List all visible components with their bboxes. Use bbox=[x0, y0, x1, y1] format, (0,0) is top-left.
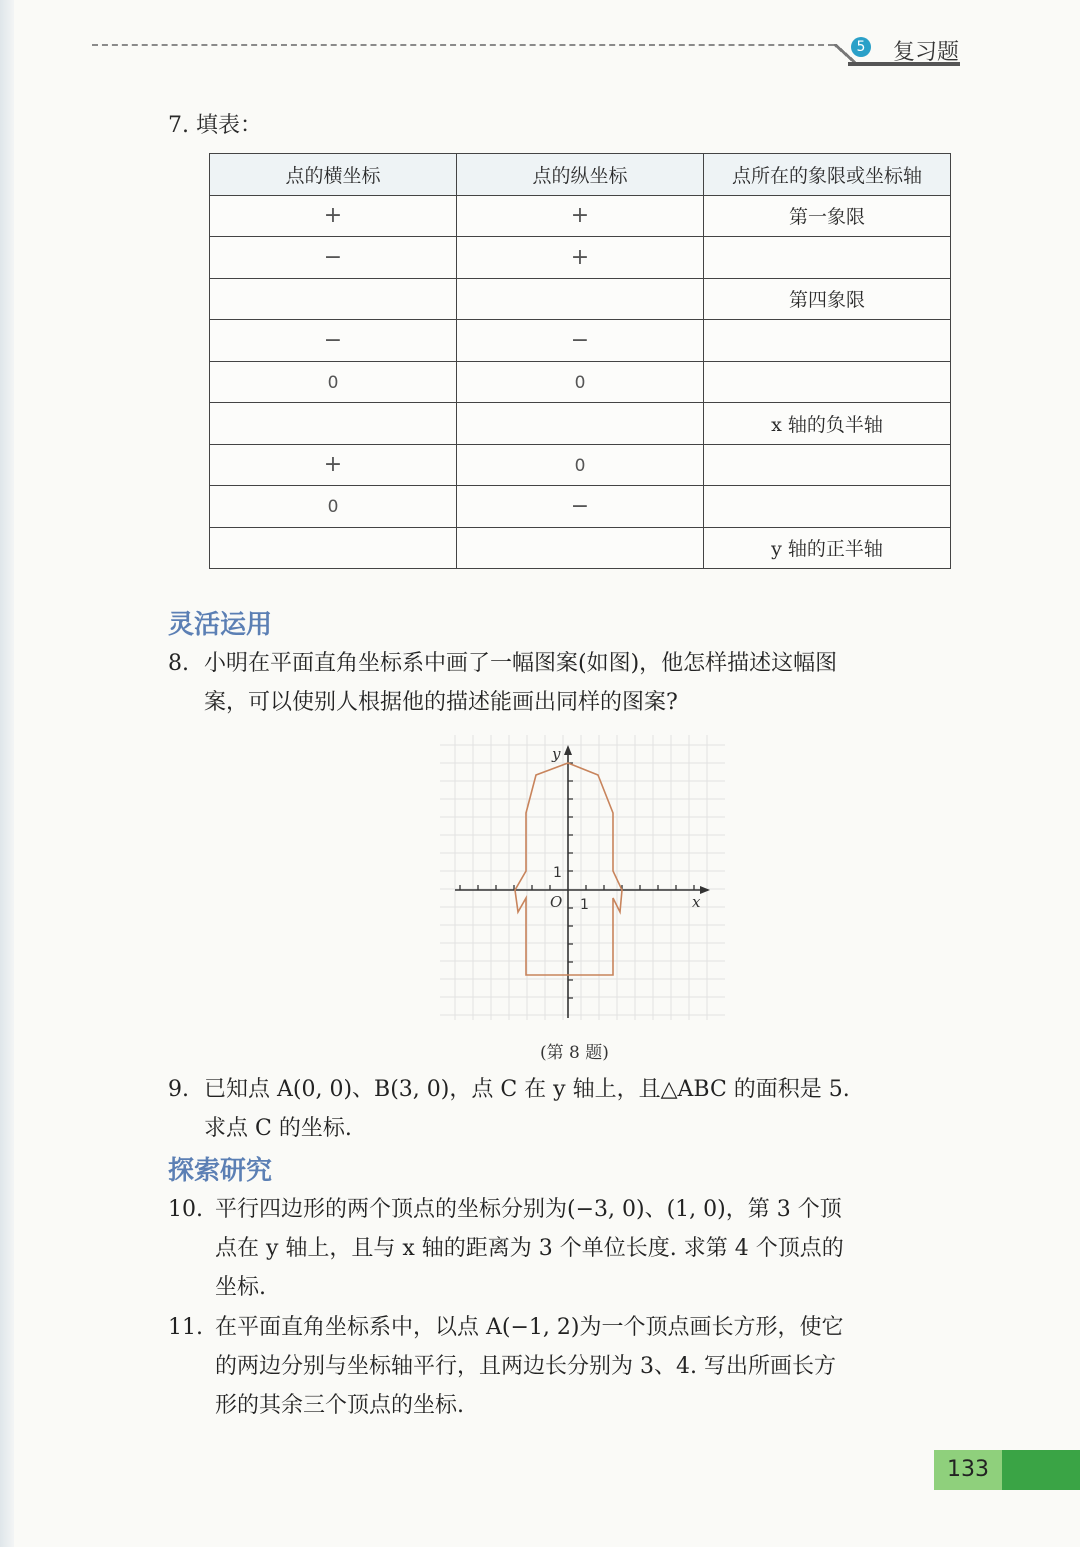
table-row bbox=[210, 320, 951, 362]
table-cell: 0 bbox=[327, 497, 339, 518]
table-cell: 第四象限 bbox=[704, 278, 951, 320]
table-header-cell: 点的纵坐标 bbox=[457, 154, 704, 196]
x-axis-arrow bbox=[700, 886, 710, 894]
table-cell: + bbox=[570, 244, 590, 270]
table-cell: − bbox=[323, 244, 343, 270]
table-row bbox=[210, 361, 951, 403]
q11-line: 的两边分别与坐标轴平行，且两边长分别为 3、4. 写出所画长方 bbox=[215, 1354, 836, 1379]
q8-coordinate-figure bbox=[440, 735, 730, 1025]
q8-line: 案，可以使别人根据他的描述能画出同样的图案? bbox=[204, 690, 678, 715]
table-cell: 0 bbox=[574, 372, 586, 393]
table-cell bbox=[457, 403, 704, 445]
section-title-apply: 灵活运用 bbox=[168, 610, 273, 640]
q10-line: 坐标. bbox=[215, 1275, 266, 1300]
table-cell: + bbox=[323, 452, 343, 478]
table-header-row bbox=[210, 154, 951, 196]
table-header-cell: 点所在的象限或坐标轴 bbox=[704, 154, 951, 196]
table-cell bbox=[704, 237, 951, 279]
table-cell bbox=[704, 320, 951, 362]
q10 bbox=[168, 1190, 968, 1307]
table-header-cell: 点的横坐标 bbox=[210, 154, 457, 196]
section-title-explore: 探索研究 bbox=[168, 1156, 273, 1186]
table-cell: 第一象限 bbox=[704, 195, 951, 237]
q11-number: 11. bbox=[168, 1315, 203, 1340]
y-tick-label: 1 bbox=[553, 865, 562, 881]
q8-number: 8. bbox=[168, 651, 189, 676]
table-cell: x 轴的负半轴 bbox=[704, 403, 951, 445]
q9-line: 已知点 A(0, 0)、B(3, 0)，点 C 在 y 轴上，且△ABC 的面积是 5. bbox=[204, 1077, 850, 1102]
table-cell: − bbox=[323, 327, 343, 353]
table-cell: + bbox=[323, 203, 343, 229]
table-cell: y 轴的正半轴 bbox=[704, 527, 951, 569]
page-tab bbox=[1002, 1450, 1080, 1490]
q9-number: 9. bbox=[168, 1077, 189, 1102]
q7-table bbox=[209, 153, 951, 569]
q8 bbox=[168, 644, 968, 722]
q8-caption: (第 8 题) bbox=[540, 1043, 609, 1063]
table-cell: 0 bbox=[327, 372, 339, 393]
q11-line: 形的其余三个顶点的坐标. bbox=[215, 1393, 464, 1418]
page-number: 133 bbox=[934, 1450, 1002, 1490]
y-axis-arrow bbox=[564, 745, 572, 755]
table-cell bbox=[210, 527, 457, 569]
table-row bbox=[210, 527, 951, 569]
table-row bbox=[210, 195, 951, 237]
table-row bbox=[210, 486, 951, 528]
q10-line: 平行四边形的两个顶点的坐标分别为(−3, 0)、(1, 0)，第 3 个顶 bbox=[215, 1197, 842, 1222]
table-cell bbox=[457, 278, 704, 320]
table-cell: − bbox=[570, 327, 590, 353]
x-tick-label: 1 bbox=[580, 897, 589, 913]
chapter-number: 5 bbox=[851, 37, 871, 57]
table-row bbox=[210, 237, 951, 279]
origin-label: O bbox=[550, 893, 563, 911]
table-row bbox=[210, 278, 951, 320]
q11-line: 在平面直角坐标系中，以点 A(−1, 2)为一个顶点画长方形，使它 bbox=[215, 1315, 844, 1340]
q10-number: 10. bbox=[168, 1197, 203, 1222]
q7-label: 7. 填表： bbox=[168, 113, 262, 138]
q8-line: 小明在平面直角坐标系中画了一幅图案(如图)，他怎样描述这幅图 bbox=[204, 651, 838, 676]
table-cell bbox=[457, 527, 704, 569]
header-rule bbox=[92, 44, 834, 46]
q10-line: 点在 y 轴上，且与 x 轴的距离为 3 个单位长度. 求第 4 个顶点的 bbox=[215, 1236, 844, 1261]
table-row bbox=[210, 403, 951, 445]
table-cell bbox=[210, 403, 457, 445]
table-cell bbox=[704, 444, 951, 486]
q11 bbox=[168, 1308, 968, 1425]
page-edge bbox=[0, 0, 14, 1547]
q9 bbox=[168, 1070, 968, 1148]
table-cell bbox=[210, 278, 457, 320]
y-axis-label: y bbox=[552, 745, 561, 763]
table-cell bbox=[704, 361, 951, 403]
axis-ticks bbox=[460, 763, 694, 998]
table-cell bbox=[704, 486, 951, 528]
chapter-title: 复习题 bbox=[893, 40, 960, 65]
q9-line: 求点 C 的坐标. bbox=[204, 1116, 352, 1141]
table-cell: 0 bbox=[574, 455, 586, 476]
x-axis-label: x bbox=[692, 893, 701, 911]
table-row bbox=[210, 444, 951, 486]
table-cell: + bbox=[570, 203, 590, 229]
table-cell: − bbox=[570, 493, 590, 519]
grid bbox=[440, 735, 725, 1020]
